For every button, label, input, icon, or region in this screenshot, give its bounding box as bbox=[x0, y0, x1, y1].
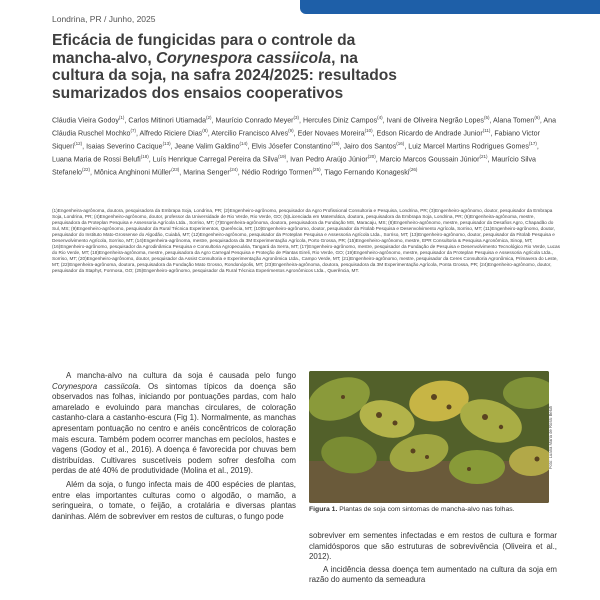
author-name: Alfredo Riciere Dias bbox=[139, 129, 203, 138]
author-name: Nédio Rodrigo Tormen bbox=[241, 167, 313, 176]
author-name: Tiago Fernando Konageski bbox=[324, 167, 410, 176]
paragraph-intro: A mancha-alvo na cultura da soja é causada pelo fungo Corynespora cassiicola. Os sintomas típicos da doença são observados nas folhas, iniciando por pontuações pardas, com halo amarelado e evoluindo para manchas circulares, de coloração castanho-clara a castanho-escura (Fig 1). Normalmente, as manchas apresentam pontuação no centro e anéis concêntricos de coloração mais escura. Também podem ocorrer manchas em pecíolos, hastes e vagens (Godoy et al., 2016). A doença é favorecida por chuvas bem distribuídas. Cultivares suscetíveis podem sofrer desfolha com perdas de até 40% de produtividade (Molina et al., 2019). bbox=[52, 371, 296, 476]
author-name: Edson Ricardo de Andrade Junior bbox=[376, 129, 483, 138]
author-list: Cláudia Vieira Godoy$^{(1)}$, Carlos Mitinori Utiamada$^{(2)}$, Maurício Conrado Meyer$^{(3)}$, Hercules Diniz Campos$^{(4)}$, Ivani de Oliveira Negrão Lopes$^{(5)}$, Alana Tomen$^{(6)}$, Ana Cláudia Ruschel Mochko$^{(7)}$, Alfredo Riciere Dias$^{(8)}$, Atercilio Francisco Alves$^{(9)}$, Eder Novaes Moreira$^{(10)}$, Edson Ricardo de Andrade Junior$^{(11)}$, Fabiano Victor Siqueri$^{(12)}$, Isaias Severino Cacique$^{(13)}$, Jeane Valim Galdino$^{(14)}$, Elvis Jósefer Constantino$^{(15)}$, Jairo dos Santos$^{(16)}$, Luiz Marcel Martins Rodrigues Gomes$^{(17)}$, Luana Maria de Rossi Belufi$^{(18)}$, Luís Henrique Carregal Pereira da Silva$^{(19)}$, Ivan Pedro Araújo Júnior$^{(20)}$, Marcio Marcos Goussain Júnior$^{(21)}$, Maurício Silva Stefanelo$^{(22)}$, Mônica Anghinoni Müller$^{(23)}$, Marina Senger$^{(24)}$, Nédio Rodrigo Tormen$^{(25)}$, Tiago Fernando Konageski$^{(26)}$ bbox=[52, 115, 557, 176]
page-title bbox=[52, 32, 412, 102]
author-affiliation-ref: (16) bbox=[396, 140, 405, 146]
author-affiliation-ref: (20) bbox=[367, 153, 376, 159]
author-affiliation-ref: (26) bbox=[409, 166, 418, 172]
author-name: Marina Senger bbox=[183, 167, 230, 176]
author-name: Elvis Jósefer Constantino bbox=[251, 142, 332, 151]
author-name: Eder Novaes Moreira bbox=[297, 129, 365, 138]
author-name: Luiz Marcel Martins Rodrigues Gomes bbox=[408, 142, 529, 151]
title-species: Corynespora cassiicola bbox=[156, 49, 332, 67]
header-accent-band bbox=[300, 0, 600, 14]
author-affiliation-ref: (2) bbox=[206, 115, 212, 120]
author-name: Cláudia Vieira Godoy bbox=[52, 116, 119, 125]
author-affiliation-ref: (11) bbox=[482, 127, 491, 133]
author-affiliation-ref: (23) bbox=[171, 166, 180, 172]
body-column-right bbox=[309, 531, 557, 588]
body-column-left bbox=[52, 371, 296, 525]
figure-photo-soybean-leaves bbox=[309, 371, 549, 503]
figure-caption: Figura 1. Plantas de soja com sintomas de mancha-alvo nas folhas. bbox=[309, 506, 515, 513]
author-name: Ivani de Oliveira Negrão Lopes bbox=[386, 116, 484, 125]
author-name: Mônica Anghinoni Müller bbox=[93, 167, 172, 176]
dateline: Londrina, PR / Junho, 2025 bbox=[52, 14, 156, 24]
paragraph-hosts: Além da soja, o fungo infecta mais de 400 espécies de plantas, entre elas importantes culturas como o algodão, o mamão, a seringueira, o tomate, o feijão, a crotalária e diversas plantas daninhas. Além de sobreviver em restos de culturas, o fungo pode bbox=[52, 479, 296, 521]
author-affiliation-ref: (13) bbox=[162, 140, 171, 146]
author-name: Fabiano Victor Siqueri bbox=[52, 129, 540, 151]
author-affiliation-ref: (6) bbox=[534, 115, 540, 120]
author-affiliation-ref: (10) bbox=[364, 127, 373, 133]
author-name: Carlos Mitinori Utiamada bbox=[128, 116, 207, 125]
author-affiliation-ref: (19) bbox=[278, 153, 287, 159]
species-name: Corynespora cassiicola bbox=[52, 381, 139, 391]
author-name: Marcio Marcos Goussain Júnior bbox=[379, 155, 480, 164]
author-affiliation-ref: (8) bbox=[202, 127, 208, 133]
author-name: Alana Tomen bbox=[493, 116, 535, 125]
author-name: Isaias Severino Cacique bbox=[86, 142, 163, 151]
author-affiliation-ref: (3) bbox=[293, 115, 300, 120]
author-name: Jairo dos Santos bbox=[343, 142, 397, 151]
author-affiliation-ref: (14) bbox=[239, 140, 248, 146]
author-affiliation-ref: (7) bbox=[130, 127, 136, 133]
author-name: Atercilio Francisco Alves bbox=[211, 129, 289, 138]
author-affiliation-ref: (25) bbox=[312, 166, 321, 172]
author-name: Hercules Diniz Campos bbox=[303, 116, 378, 125]
author-name: Maurício Silva Stefanelo bbox=[52, 155, 536, 176]
author-affiliation-ref: (15) bbox=[331, 140, 340, 146]
author-affiliation-ref: (18) bbox=[140, 153, 149, 159]
affiliations: (1)Engenheira-agrônoma, doutora, pesquisadora da Embrapa Soja, Londrina, PR; (2)Engenheiro-agrônomo, pesquisador da Agro Profissional Consultoria e Pesquisa, Londrina, PR; (3)Engenheiro-agrônomo, doutor, pesquisador da Embrapa Soja, Londrina, PR; (4)Engenheiro-agrônomo, doutor, professor da Universidade de Rio Verde, Rio Verde, GO; (5)Licenciada em Matemática, doutora, pesquisadora da Embrapa Soja, Londrina, PR; (6)Engenheira-agrônoma, mestre, pesquisadora da Proteplan Pesquisa e Assessoria Agrícola Ltda., Sorriso, MT; (7)Engenheira-agrônoma, doutora, pesquisadora da Fundação MS, Maracaju, MS; (8)Engenheiro-agrônomo, mestre, pesquisador da Desafios Agro, Chapadão do Sul, MS; (9)Engenheiro-agrônomo, pesquisador da Rural Técnica Experimentos, Querência, MT; (10)Engenheiro-agrônomo, doutor, pesquisador da Fitolab Pesquisa e Desenvolvimento Agrícola, Sorriso, MT; (11)Engenheiro-agrônomo, doutor, pesquisador do Instituto Mato-Grossense do Algodão, Cuiabá, MT; (12)Engenheiro-agrônomo, pesquisador da Proteplan Pesquisa e Assessoria Agrícola Ltda., Sorriso, MT; (13)Engenheiro-agrônomo, doutor, pesquisador da Fitolab Pesquisa e Desenvolvimento Agrícola, Sorriso, MT; (14)Engenheira-agrônoma, mestre, pesquisadora da 3M Experimentação Agrícola, Porto Grossa, PR; (15)Engenheiro-agrônomo, mestre, EPR Consultoria & Pesquisa Agronômica, Sinop, MT; (16)Engenheiro-agrônomo, pesquisador da Agrodinâmica Pesquisa e Consultoria Agropecuária, Tangará da Serra, MT; (17)Engenheiro-agrônomo, mestre, pesquisador da Fundação de Pesquisa e Desenvolvimento Tecnológico Rio Verde, Lucas do Rio Verde, MT; (18)Engenheira-agrônoma, mestre, pesquisadora da Agro Carregal Pesquisa e Proteção de Plantas Eireli, Rio Verde, GO; (19)Engenheiro-agrônomo, mestre, pesquisador da Proteplan Pesquisa e Assessoria Agrícola Ltda., Sorriso, MT; (20)Engenheiro-agrônomo, doutor, pesquisador da Assist Consultoria e Experimentação Agronômica Ltda., Campo Verde, MT; (21)Engenheiro-agrônomo, mestre, pesquisador da Ceres Consultoria Agronômica, Primavera do Leste, MT; (22)Engenheira-agrônoma, doutora, pesquisadora da Fundação Mato Grosso, Rondonópolis, MT; (23)Engenheira-agrônoma, doutora, pesquisadora da 3M Experimentação Agrícola, Ponta Grossa, PR; (24)Engenheiro-agrônomo, doutor, pesquisador da Staphyt, Formosa, GO; (25)Engenheiro-agrônomo, pesquisador da Rural Técnica Experimentos Agronômicos Ltda., Querência, MT. bbox=[52, 208, 560, 274]
author-affiliation-ref: (22) bbox=[81, 166, 90, 172]
author-name: Jeane Valim Galdino bbox=[174, 142, 240, 151]
author-affiliation-ref: (24) bbox=[229, 166, 238, 172]
author-affiliation-ref: (5) bbox=[483, 115, 490, 120]
author-affiliation-ref: (21) bbox=[479, 153, 488, 159]
figure-label: Figura 1. bbox=[309, 506, 338, 513]
author-name: Ivan Pedro Araújo Júnior bbox=[290, 155, 368, 164]
author-affiliation-ref: (9) bbox=[288, 127, 294, 133]
author-affiliation-ref: (17) bbox=[528, 140, 537, 146]
author-name: Maurício Conrado Meyer bbox=[215, 116, 294, 125]
soybean-plants-illustration bbox=[309, 371, 549, 503]
author-name: Ana Cláudia Ruschel Mochko bbox=[52, 116, 557, 138]
paragraph-incidence: A incidência dessa doença tem aumentado na cultura da soja em razão do aumento da semeadura bbox=[309, 564, 557, 585]
author-name: Luana Maria de Rossi Belufi bbox=[52, 155, 141, 164]
author-affiliation-ref: (1) bbox=[118, 115, 125, 120]
title-part1: Eficácia de fungicidas para o controle da mancha-alvo, bbox=[52, 32, 356, 67]
title-part2: , na cultura da soja, na safra 2024/2025: resultados sumarizados dos ensaios cooperativos bbox=[52, 49, 397, 102]
author-name: Luís Henrique Carregal Pereira da Silva bbox=[152, 155, 279, 164]
author-affiliation-ref: (4) bbox=[377, 115, 383, 120]
author-affiliation-ref: (12) bbox=[74, 140, 83, 146]
photo-credit: Foto: Luana Maria de Rossi Belufi bbox=[548, 405, 553, 469]
paragraph-survival: sobreviver em sementes infectadas e em restos de cultura e formar clamidósporos que são estruturas de sobrevivência (Oliveira et al., 2012). bbox=[309, 531, 557, 562]
